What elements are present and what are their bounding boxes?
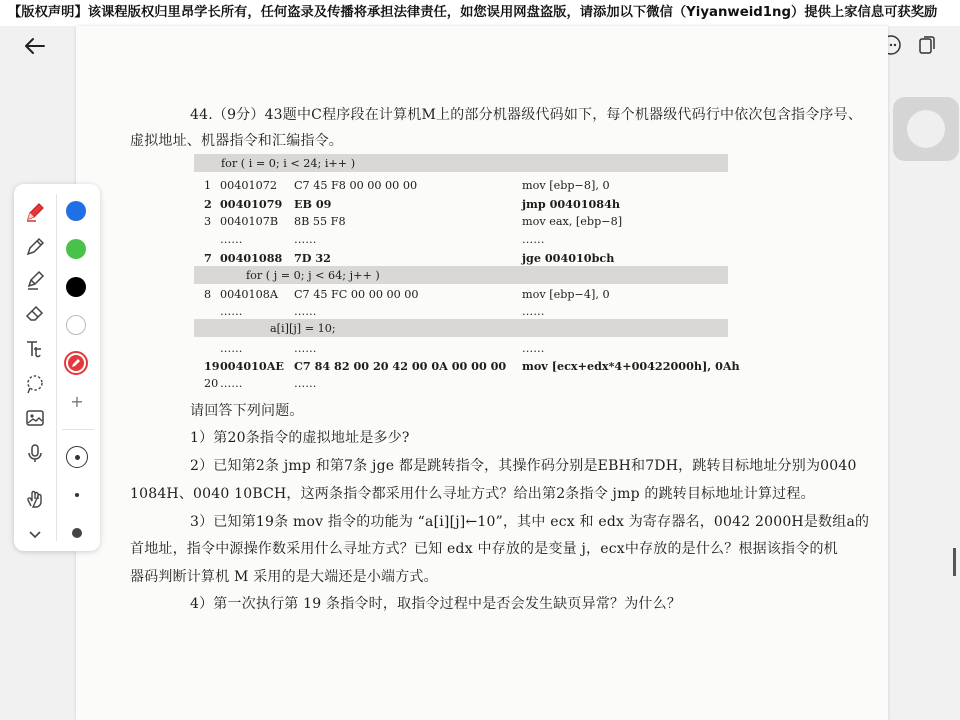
stroke-size-medium[interactable]	[66, 484, 88, 506]
question-1: 1）第20条指令的虚拟地址是多少?	[190, 430, 410, 446]
add-color-button[interactable]: +	[70, 391, 84, 411]
pencil-icon	[24, 236, 46, 258]
hand-icon	[24, 488, 46, 510]
question-3-line-3: 器码判断计算机 M 采用的是大端还是小端方式。	[130, 569, 438, 585]
question-4: 4）第一次执行第 19 条指令时，取指令过程中是否会发生缺页异常？为什么？	[190, 596, 682, 612]
scroll-indicator[interactable]	[953, 548, 956, 576]
intro-line-1: 44.（9分）43题中C程序段在计算机M上的部分机器级代码如下，每个机器级代码行中依次包含指令序号、	[190, 107, 863, 123]
highlighter-tool[interactable]	[22, 267, 48, 293]
color-swatch-black[interactable]	[66, 277, 86, 297]
text-tool[interactable]	[22, 336, 48, 362]
pages-button[interactable]	[914, 32, 940, 58]
color-swatch-white[interactable]	[66, 315, 86, 335]
color-swatch-red-selected[interactable]	[64, 351, 88, 375]
size-dot-small	[75, 455, 80, 460]
text-tool-icon	[24, 338, 46, 360]
image-icon	[24, 407, 46, 429]
toolbar-divider-horizontal	[62, 429, 94, 430]
image-tool[interactable]	[22, 405, 48, 431]
pen-tool[interactable]	[22, 199, 48, 225]
highlighter-icon	[24, 269, 46, 291]
size-dot-medium	[75, 493, 79, 497]
question-2-line-1: 2）已知第2条 jmp 和第7条 jge 都是跳转指令，其操作码分别是EBH和7DH，跳转目标地址分别为0040	[190, 458, 857, 474]
hand-tool[interactable]	[22, 486, 48, 512]
question-2-line-2: 1084H、0040 10BCH，这两条指令都采用什么寻址方式？给出第2条指令 jmp 的跳转目标地址计算过程。	[130, 486, 815, 502]
color-swatch-green[interactable]	[66, 239, 86, 259]
question-3-line-2: 首地址，指令中源操作数采用什么寻址方式？已知 edx 中存放的是变量 j，ecx中存放的是什么？根据该指令的机	[130, 541, 838, 557]
back-arrow-icon	[18, 34, 52, 58]
pages-icon	[917, 34, 937, 56]
stroke-size-large[interactable]	[66, 522, 88, 544]
lasso-icon	[24, 373, 46, 395]
eraser-icon	[24, 303, 46, 325]
microphone-icon	[24, 442, 46, 464]
assign-text: a[i][j] = 10;	[270, 322, 336, 335]
loop-j-text: for ( j = 0; j < 64; j++ )	[246, 269, 380, 282]
chevron-down-icon	[26, 525, 44, 543]
pen-icon	[24, 201, 46, 223]
copyright-banner: 【版权声明】该课程版权归里昂学长所有，任何盗录及传播将承担法律责任，如您误用网盘盗版，请添加以下微信（Yiyanweid1ng）提供上家信息可获奖励	[0, 0, 960, 26]
intro-line-2: 虚拟地址、机器指令和汇编指令。	[130, 133, 343, 149]
document-page: 44.（9分）43题中C程序段在计算机M上的部分机器级代码如下，每个机器级代码行中依次包含指令序号、 虚拟地址、机器指令和汇编指令。 for ( i = 0; i < 24; i++ ) for ( j = 0; j < 64; j++ ) a[i][j] = 10; 1 00401072 C7 45 F8 00 00 00 00 mov [ebp−8], 0 2 00401079 EB 09 jmp 00401084h 3 0040107B 8B 55 F8 mov eax, [ebp−8] …… …… …… 7 00401088 7D 32 jge 004010bch 8 0040108A C7 45 FC 00 00 00 00 mov [ebp−4], 0 …… …… …… …… …… …… 19 004010AE C7 84 82 00 20 42 00 0A 00 00 00 mov [ecx+edx*4+00422000h], 0Ah 20 …… …… 请回答下列问题。 1）第20条指令的虚拟地址是多少? 2）已知第2条 jmp 和第7条 jge 都是跳转指令，其操作码分别是EBH和7DH，跳转目标地址分别为0040 1084H、0040 10BCH，这两条指令都采用什么寻址方式？给出第2条指令 jmp 的跳转目标地址计算过程。 3）已知第19条 mov 指令的功能为 “a[i][j]←10”，其中 ecx 和 edx 为寄存器名，0042 2000H是数组a的 首地址，指令中源操作数采用什么寻址方式？已知 edx 中存放的是变量 j，ecx中存放的是什么？根据该指令的机 器码判断计算机 M 采用的是大端还是小端方式。 4）第一次执行第 19 条指令时，取指令过程中是否会发生缺页异常？为什么？	[76, 26, 888, 720]
loop-i-text: for ( i = 0; i < 24; i++ )	[221, 157, 356, 170]
annotation-toolbar	[14, 184, 100, 551]
assistive-touch-button[interactable]	[893, 97, 959, 161]
collapse-toolbar-button[interactable]	[22, 521, 48, 547]
eraser-tool[interactable]	[22, 301, 48, 327]
assistive-touch-circle	[907, 110, 945, 148]
selected-pen-icon	[66, 353, 86, 373]
stroke-size-small-selected[interactable]	[66, 446, 88, 468]
color-swatch-blue[interactable]	[66, 201, 86, 221]
lasso-tool[interactable]	[22, 371, 48, 397]
pencil-tool[interactable]	[22, 234, 48, 260]
toolbar-divider-vertical	[56, 194, 57, 541]
prompt-text: 请回答下列问题。	[190, 403, 304, 419]
back-button[interactable]	[18, 34, 52, 58]
question-3-line-1: 3）已知第19条 mov 指令的功能为 “a[i][j]←10”，其中 ecx 和 edx 为寄存器名，0042 2000H是数组a的	[190, 514, 870, 530]
voice-tool[interactable]	[22, 440, 48, 466]
size-dot-large	[72, 528, 82, 538]
